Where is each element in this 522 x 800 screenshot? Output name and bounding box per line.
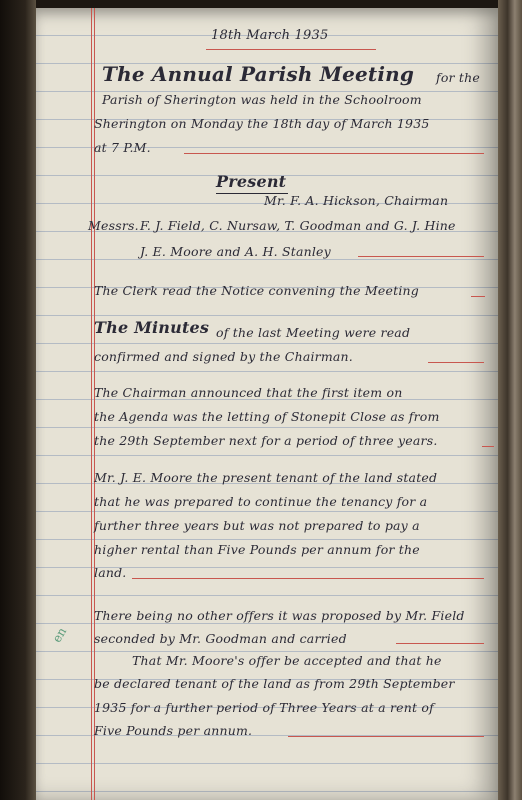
resolution-line: Five Pounds per annum. xyxy=(94,723,253,738)
minutes-line: confirmed and signed by the Chairman. xyxy=(94,349,353,364)
notice-line: The Clerk read the Notice convening the Meeting xyxy=(94,283,419,298)
resolution-line: be declared tenant of the land as from 29th September xyxy=(94,676,455,691)
line-end-rule xyxy=(288,736,484,737)
chairman-line: Mr. F. A. Hickson, Chairman xyxy=(264,193,449,208)
agenda-line: the 29th September next for a period of three years. xyxy=(94,433,438,448)
pencil-margin-note: en xyxy=(49,625,70,645)
tenant-line: higher rental than Five Pounds per annum for the xyxy=(94,542,420,557)
book-binding xyxy=(0,0,36,800)
line-end-rule xyxy=(358,256,484,257)
line-end-rule xyxy=(184,153,484,154)
tenant-line: that he was prepared to continue the tenancy for a xyxy=(94,494,428,509)
members-line: J. E. Moore and A. H. Stanley xyxy=(140,244,331,259)
heading-continuation: for the xyxy=(436,70,480,85)
messrs-label: Messrs. xyxy=(88,218,139,233)
text-line: Parish of Sherington was held in the Schoolroom xyxy=(102,92,422,107)
line-end-rule xyxy=(471,296,485,297)
tenant-line: further three years but was not prepared to pay a xyxy=(94,518,420,533)
minutes-heading: The Minutes xyxy=(94,318,210,337)
present-heading: Present xyxy=(216,172,287,191)
resolution-line: seconded by Mr. Goodman and carried xyxy=(94,631,347,646)
text-line: Sherington on Monday the 18th day of March 1935 xyxy=(94,116,430,131)
tenant-line: land. xyxy=(94,565,127,580)
members-line: F. J. Field, C. Nursaw, T. Goodman and G. J. Hine xyxy=(140,218,456,233)
agenda-line: the Agenda was the letting of Stonepit Close as from xyxy=(94,409,440,424)
date-rule xyxy=(206,49,376,50)
date-line: 18th March 1935 xyxy=(211,28,329,43)
line-end-rule xyxy=(482,446,494,447)
minutes-line: of the last Meeting were read xyxy=(216,325,411,340)
tenant-line: Mr. J. E. Moore the present tenant of the land stated xyxy=(94,470,438,485)
page-edge xyxy=(498,0,522,800)
agenda-line: The Chairman announced that the first item on xyxy=(94,385,403,400)
text-line: at 7 P.M. xyxy=(94,140,151,155)
line-end-rule xyxy=(132,578,484,579)
ledger-page xyxy=(36,8,498,800)
resolution-line: That Mr. Moore's offer be accepted and that he xyxy=(132,653,442,668)
line-end-rule xyxy=(428,362,484,363)
meeting-heading: The Annual Parish Meeting xyxy=(102,62,415,86)
line-end-rule xyxy=(396,643,484,644)
resolution-line: There being no other offers it was proposed by Mr. Field xyxy=(94,608,465,623)
margin-rule xyxy=(91,8,92,800)
resolution-line: 1935 for a further period of Three Years at a rent of xyxy=(94,700,434,715)
